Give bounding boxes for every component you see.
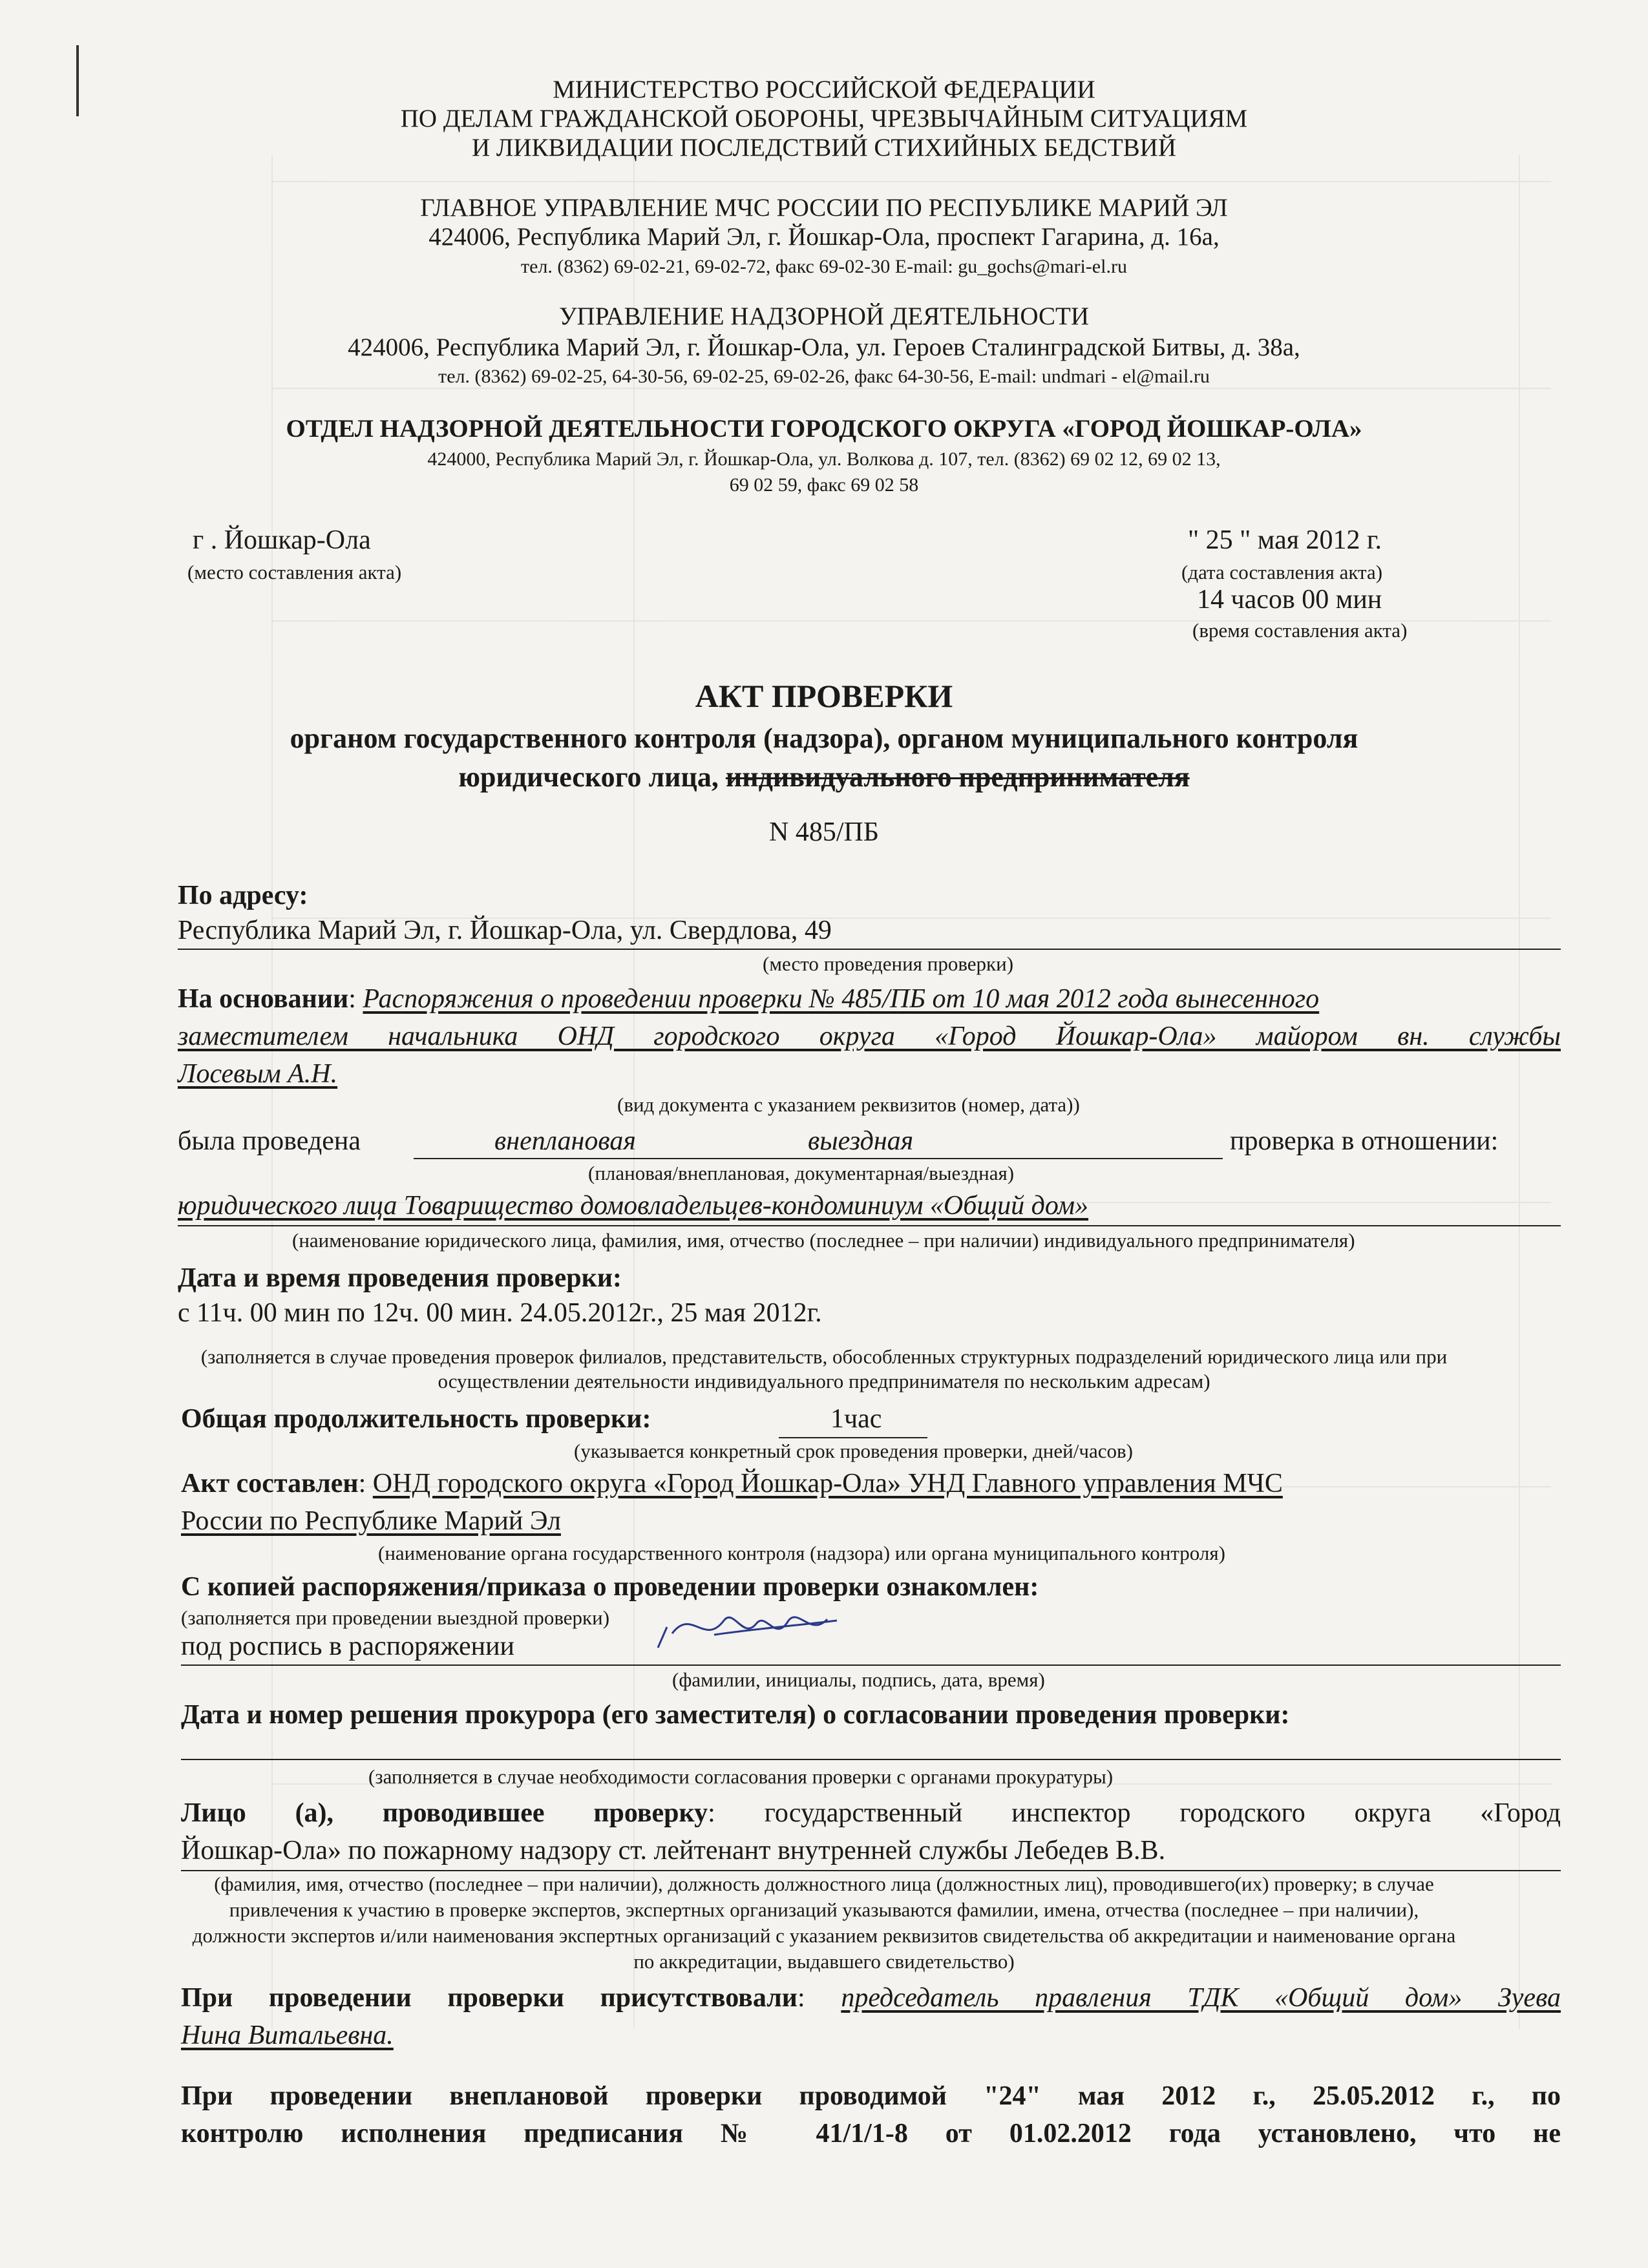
conducted-type-2: выездная <box>808 1126 914 1156</box>
conducted-subject: юридического лица Товарищество домовладельцев-кондоминиум «Общий дом» <box>178 1191 1089 1221</box>
conducted-caption: (плановая/внеплановая, документарная/выездная) <box>588 1162 1015 1184</box>
acquainted-caption: (фамилии, инициалы, подпись, дата, время) <box>672 1668 1045 1691</box>
acquainted-value: под роспись в распоряжении <box>181 1632 515 1661</box>
und-contacts: тел. (8362) 69-02-25, 64-30-56, 69-02-25, 69-02-26, факс 64-30-56, E-mail: undmari - el@mail.ru <box>438 366 1210 387</box>
gu-contacts: тел. (8362) 69-02-21, 69-02-72, факс 69-02-30 E-mail: gu_gochs@mari-el.ru <box>521 256 1127 277</box>
inspector-caption-1: (фамилия, имя, отчество (последнее – при наличии), должность должностного лица (должностных лиц), проводившего(их) проверку; в случае <box>214 1873 1434 1895</box>
act-time-caption: (время составления акта) <box>1192 619 1408 642</box>
und-title: УПРАВЛЕНИЕ НАДЗОРНОЙ ДЕЯТЕЛЬНОСТИ <box>558 302 1090 330</box>
und-address: 424006, Республика Марий Эл, г. Йошкар-Ола, ул. Героев Сталинградской Битвы, д. 38а, <box>348 333 1300 361</box>
compiled-caption: (наименование органа государственного контроля (надзора) или органа муниципального контроля) <box>378 1542 1225 1564</box>
inspector-caption-2: привлечения к участию в проверке экспертов, экспертных организаций указываются фамилии, имена, отчества (последнее – при наличии), <box>229 1898 1419 1921</box>
address-value: Республика Марий Эл, г. Йошкар-Ола, ул. Свердлова, 49 <box>178 916 832 945</box>
ministry-line-3: И ЛИКВИДАЦИИ ПОСЛЕДСТВИЙ СТИХИЙНЫХ БЕДСТВИЙ <box>472 134 1176 162</box>
act-date-caption: (дата составления акта) <box>1181 561 1383 583</box>
prosecutor-caption: (заполняется в случае необходимости согласования проверки с органами прокуратуры) <box>368 1765 1114 1788</box>
datetime-caption-2: осуществлении деятельности индивидуального предпринимателя по нескольким адресам) <box>438 1370 1210 1392</box>
act-time: 14 часов 00 мин <box>1197 585 1382 614</box>
datetime-value: с 11ч. 00 мин по 12ч. 00 мин. 24.05.2012г., 25 мая 2012г. <box>178 1298 822 1328</box>
compiled-label: Акт составлен <box>181 1469 359 1498</box>
gu-title: ГЛАВНОЕ УПРАВЛЕНИЕ МЧС РОССИИ ПО РЕСПУБЛИКЕ МАРИЙ ЭЛ <box>420 194 1228 222</box>
finding-line-1: При проведении внеплановой проверки проводимой "24" мая 2012 г., 25.05.2012 г., по <box>181 2081 1561 2111</box>
address-caption: (место проведения проверки) <box>763 952 1014 975</box>
act-place: г . Йошкар-Ола <box>193 525 371 555</box>
acquainted-rule <box>181 1664 1561 1666</box>
inspector-line-1: Лицо (а), проводившее проверку: государственный инспектор городского округа «Город <box>181 1798 1561 1828</box>
ministry-line-1: МИНИСТЕРСТВО РОССИЙСКОЙ ФЕДЕРАЦИИ <box>553 76 1095 103</box>
present-label: При проведении проверки присутствовали <box>181 1983 798 2013</box>
prosecutor-rule <box>181 1759 1561 1760</box>
duration-label: Общая продолжительность проверки <box>181 1404 642 1434</box>
ond-title: ОТДЕЛ НАДЗОРНОЙ ДЕЯТЕЛЬНОСТИ ГОРОДСКОГО ОКРУГА «ГОРОД ЙОШКАР-ОЛА» <box>286 415 1362 443</box>
datetime-caption-1: (заполняется в случае проведения проверок филиалов, представительств, обособленных структурных подразделений юридического лица или при <box>200 1345 1448 1368</box>
present-line-1: При проведении проверки присутствовали: председатель правления ТДК «Общий дом» Зуева <box>181 1983 1561 2013</box>
gu-address: 424006, Республика Марий Эл, г. Йошкар-Ола, проспект Гагарина, д. 16а, <box>428 223 1220 251</box>
acquainted-label: С копией распоряжения/приказа о проведении проверки ознакомлен <box>181 1572 1030 1602</box>
acquainted-sub-caption: (заполняется при проведении выездной проверки) <box>181 1606 610 1629</box>
conducted-suffix: проверка в отношении: <box>1230 1126 1499 1156</box>
inspector-caption-3: должности экспертов и/или наименования экспертных организаций с указанием реквизитов свидетельства об аккредитации и наименование органа <box>192 1924 1456 1947</box>
act-date: " 25 " мая 2012 г. <box>1188 525 1382 555</box>
compiled-text-1: ОНД городского округа «Город Йошкар-Ола» УНД Главного управления МЧС <box>372 1469 1283 1498</box>
prosecutor-label: Дата и номер решения прокурора (его заместителя) о согласовании проведения проверки: <box>181 1700 1290 1730</box>
subject-rule <box>178 1225 1561 1226</box>
inspector-text-2: Йошкар-Ола» по пожарному надзору ст. лейтенант внутренней службы Лебедев В.В. <box>181 1836 1166 1865</box>
conducted-type-1: внеплановая <box>494 1126 636 1156</box>
ond-address-1: 424000, Республика Марий Эл, г. Йошкар-Ола, ул. Волкова д. 107, тел. (8362) 69 02 12, 69 02 13, <box>427 448 1221 470</box>
signature <box>653 1601 847 1659</box>
inspector-text-1: государственный инспектор городского округа «Город <box>764 1798 1561 1828</box>
act-number: N 485/ПБ <box>769 817 879 847</box>
conducted-prefix: была проведена <box>178 1126 361 1156</box>
compiled-line-1: Акт составлен: ОНД городского округа «Город Йошкар-Ола» УНД Главного управления МЧС <box>181 1469 1283 1498</box>
address-rule <box>178 949 1561 950</box>
ond-address-2: 69 02 59, факс 69 02 58 <box>729 474 919 496</box>
basis-text-3: Лосевым А.Н. <box>178 1059 338 1089</box>
inspector-caption-4: по аккредитации, выдавшего свидетельство) <box>633 1950 1015 1973</box>
subtitle-entrepreneur-struck: индивидуального предпринимателя <box>725 761 1190 793</box>
subtitle-legal-entity: юридического лица, <box>458 761 726 793</box>
inspector-label: Лицо (а), проводившее проверку <box>181 1798 708 1828</box>
act-subtitle-2 <box>0 757 1648 797</box>
ministry-line-2: ПО ДЕЛАМ ГРАЖДАНСКОЙ ОБОРОНЫ, ЧРЕЗВЫЧАЙНЫМ СИТУАЦИЯМ <box>400 105 1248 132</box>
present-text-2: Нина Витальевна. <box>181 2021 394 2050</box>
basis-label: На основании <box>178 984 349 1014</box>
basis-text-2: заместителем начальника ОНД городского округа «Город Йошкар-Ола» майором вн. службы <box>178 1022 1561 1051</box>
conducted-rule <box>414 1158 1223 1159</box>
present-text-1: председатель правления ТДК «Общий дом» Зуева <box>841 1983 1561 2013</box>
datetime-label-row: Дата и время проведения проверки: <box>178 1263 622 1293</box>
act-subtitle-1: органом государственного контроля (надзора), органом муниципального контроля <box>290 722 1358 754</box>
duration-caption: (указывается конкретный срок проведения проверки, дней/часов) <box>574 1440 1133 1462</box>
conducted-subject-caption: (наименование юридического лица, фамилия, имя, отчество (последнее – при наличии) индивидуального предпринимателя) <box>292 1229 1355 1252</box>
datetime-label: Дата и время проведения проверки <box>178 1263 613 1293</box>
act-title: АКТ ПРОВЕРКИ <box>695 678 953 714</box>
acquainted-label-row: С копией распоряжения/приказа о проведении проверки ознакомлен: <box>181 1572 1039 1602</box>
basis-text-1: Распоряжения о проведении проверки № 485/ПБ от 10 мая 2012 года вынесенного <box>363 984 1320 1014</box>
compiled-text-2: России по Республике Марий Эл <box>181 1506 561 1536</box>
basis-line-1: На основании: Распоряжения о проведении проверки № 485/ПБ от 10 мая 2012 года вынесенного <box>178 984 1320 1014</box>
duration-value: 1час <box>830 1404 882 1434</box>
address-label: По адресу: <box>178 881 308 910</box>
act-place-caption: (место составления акта) <box>187 561 402 583</box>
basis-caption: (вид документа с указанием реквизитов (номер, дата)) <box>617 1093 1080 1116</box>
finding-line-2: контролю исполнения предписания № 41/1/1-8 от 01.02.2012 года установлено, что не <box>181 2119 1561 2148</box>
duration-label-row: Общая продолжительность проверки: <box>181 1404 651 1434</box>
